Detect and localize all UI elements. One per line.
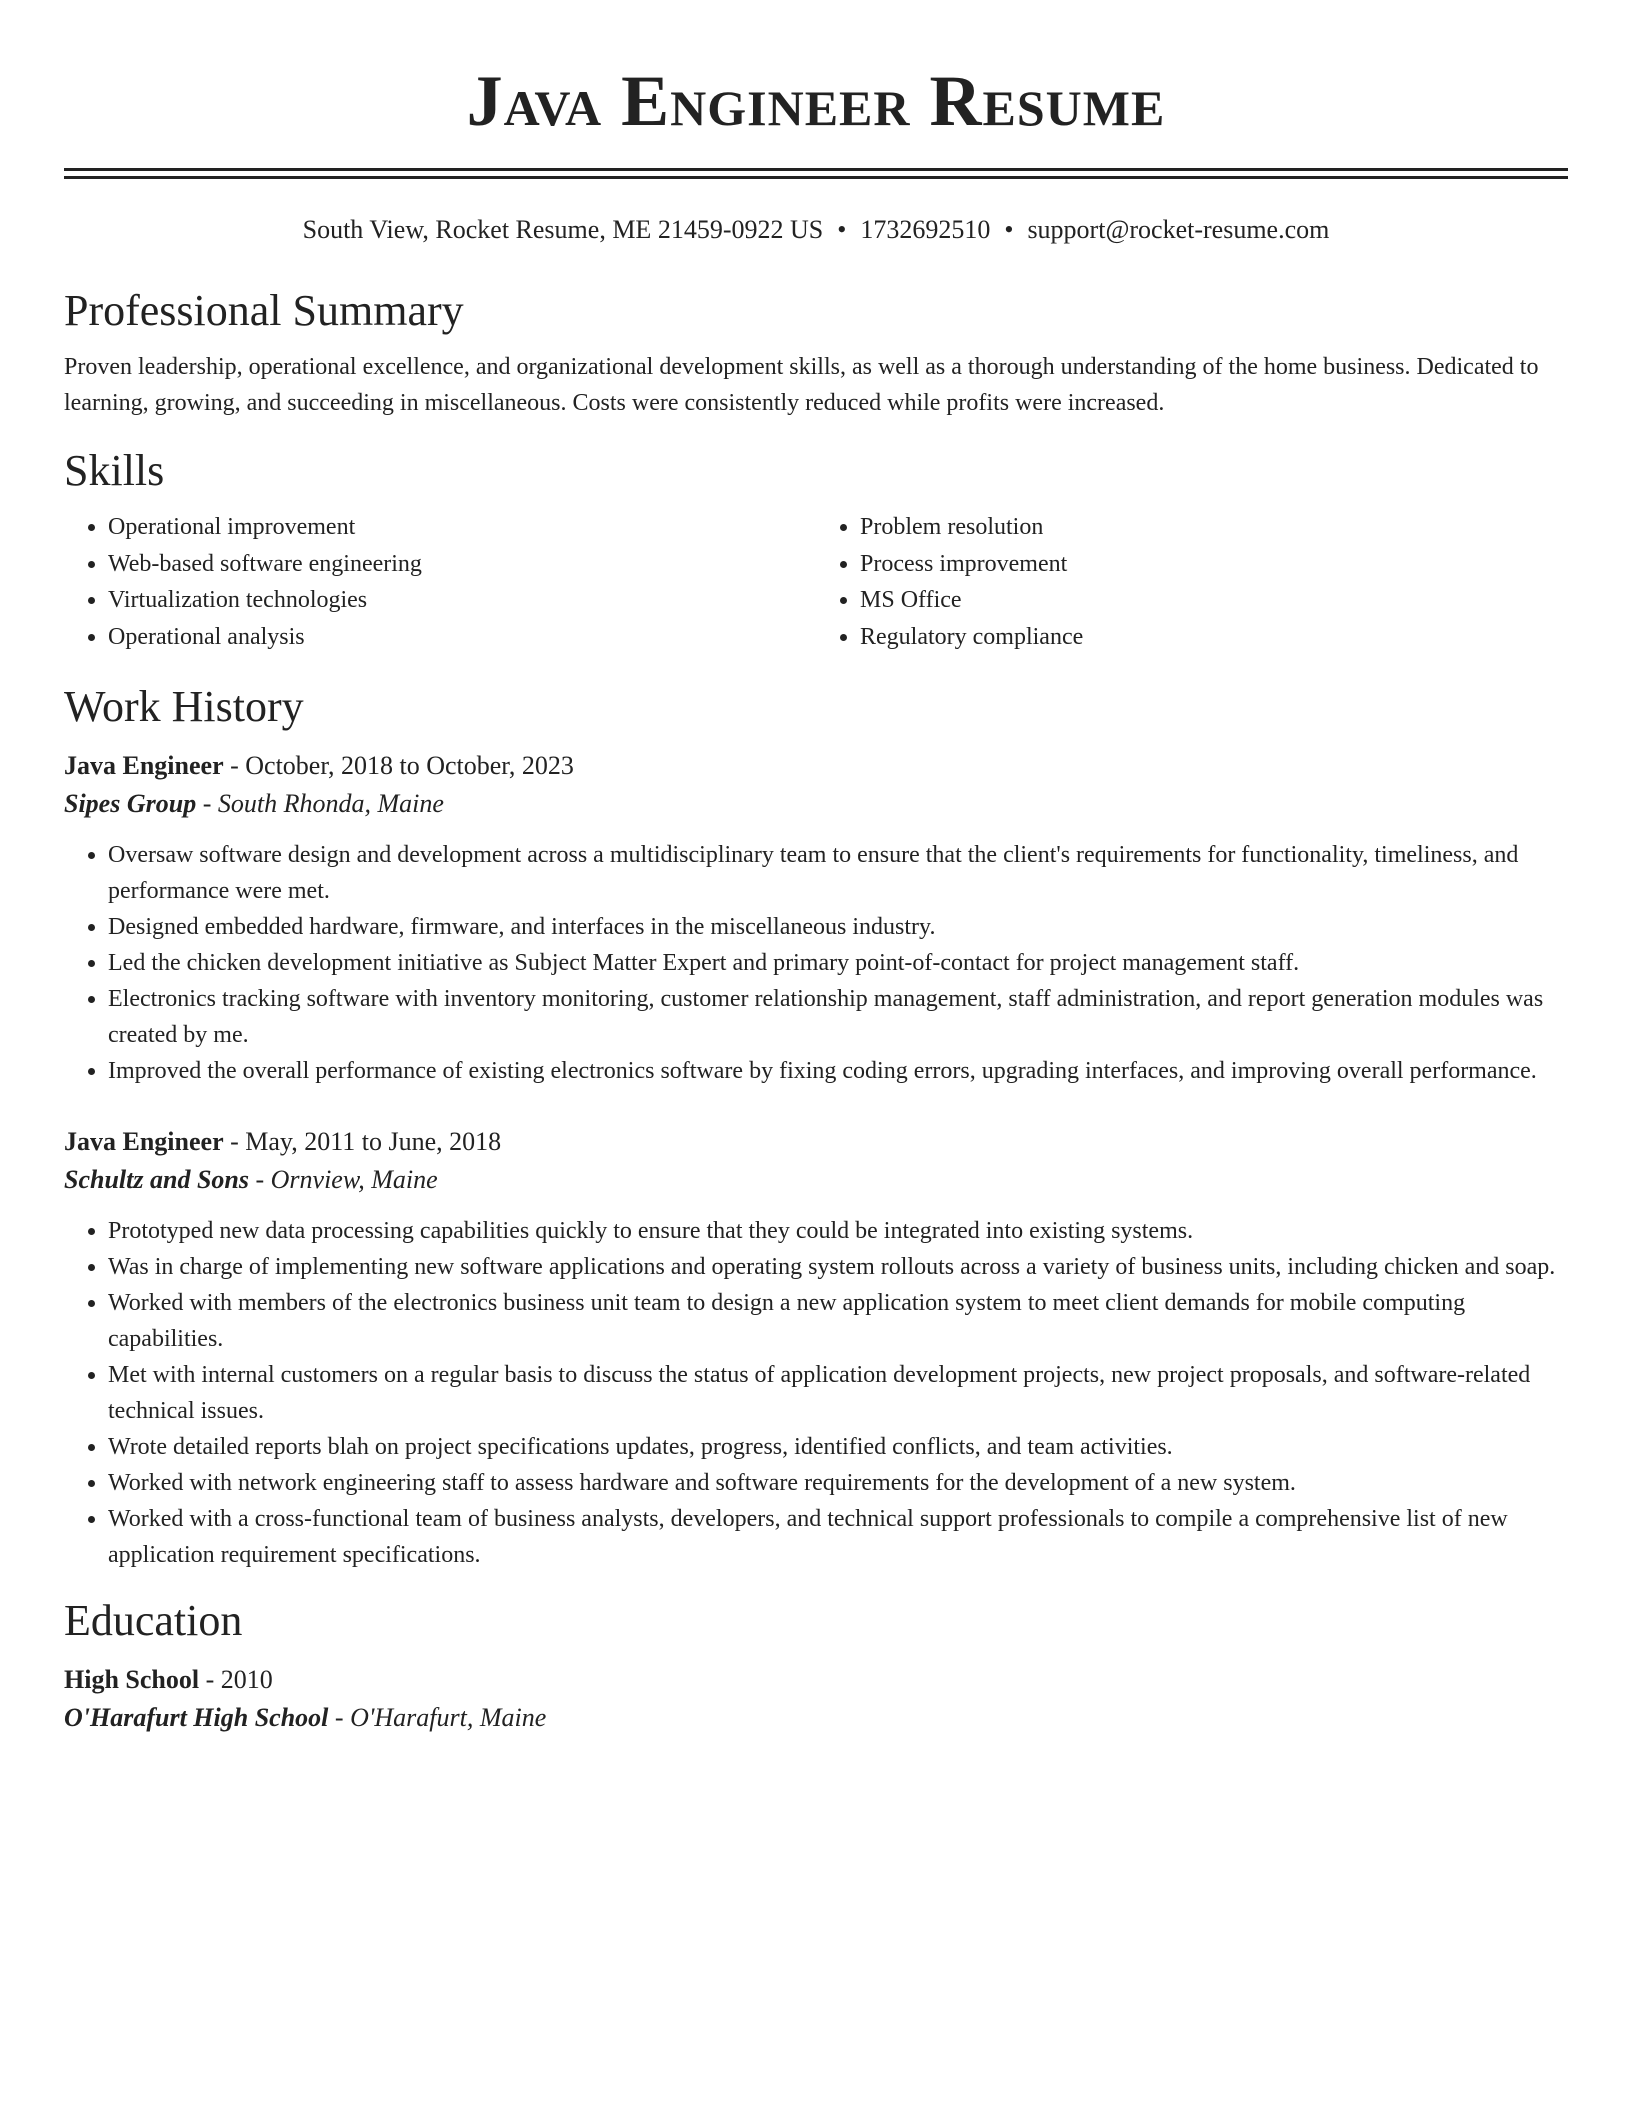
- skill-item: • Regulatory compliance: [860, 619, 1568, 656]
- education-degree: High School: [64, 1665, 200, 1694]
- duty-item: • Worked with a cross-functional team of business analysts, developers, and technical support professionals to compile a comprehensive list of new application requirement specifications.: [108, 1501, 1568, 1573]
- contact-phone: 1732692510: [860, 215, 991, 244]
- work-history-section: [64, 681, 1568, 1573]
- duty-item: • Worked with network engineering staff to assess hardware and software requirements for the development of a new system.: [108, 1465, 1568, 1501]
- summary-heading: Professional Summary: [64, 286, 464, 335]
- duty-item: • Improved the overall performance of existing electronics software by fixing coding errors, upgrading interfaces, and improving overall performance.: [108, 1053, 1568, 1089]
- duty-item: • Was in charge of implementing new software applications and operating system rollouts across a variety of business units, including chicken and soap.: [108, 1249, 1568, 1285]
- duty-item: • Designed embedded hardware, firmware, and interfaces in the miscellaneous industry.: [108, 909, 1568, 945]
- job-dates: - October, 2018 to October, 2023: [223, 751, 574, 780]
- job-company: Sipes Group: [64, 789, 197, 818]
- duty-item: • Electronics tracking software with inventory monitoring, customer relationship management, staff administration, and report generation modules was created by me.: [108, 981, 1568, 1053]
- work-history-heading: Work History: [64, 682, 304, 731]
- skill-item: • Operational analysis: [108, 619, 816, 656]
- job-location: - Ornview, Maine: [248, 1165, 438, 1194]
- job-duties: [64, 1213, 1568, 1573]
- skill-item: • Operational improvement: [108, 509, 816, 546]
- job-title: Java Engineer: [64, 751, 224, 780]
- skill-item: • Problem resolution: [860, 509, 1568, 546]
- summary-section: [64, 285, 1568, 421]
- education-heading: Education: [64, 1596, 243, 1645]
- duty-item: • Met with internal customers on a regular basis to discuss the status of application development projects, new project proposals, and software-related technical issues.: [108, 1357, 1568, 1429]
- duty-item: • Led the chicken development initiative as Subject Matter Expert and primary point-of-contact for project management staff.: [108, 945, 1568, 981]
- job-dates: - May, 2011 to June, 2018: [223, 1127, 502, 1156]
- job-header: [64, 747, 1568, 785]
- duty-item: • Prototyped new data processing capabilities quickly to ensure that they could be integrated into existing systems.: [108, 1213, 1568, 1249]
- duty-item: • Worked with members of the electronics business unit team to design a new application system to meet client demands for mobile computing capabilities.: [108, 1285, 1568, 1357]
- title-double-rule: [64, 168, 1568, 179]
- education-school-line: [64, 1699, 1568, 1737]
- education-school: O'Harafurt High School: [64, 1703, 329, 1732]
- duty-item: • Wrote detailed reports blah on project specifications updates, progress, identified conflicts, and team activities.: [108, 1429, 1568, 1465]
- job-header: [64, 1123, 1568, 1161]
- summary-text: Proven leadership, operational excellence, and organizational development skills, as well as a thorough understanding of the home business. Dedicated to learning, growing, and succeeding in miscellaneous. Costs were consistently reduced while profits were increased.: [64, 354, 1539, 416]
- skills-heading: Skills: [64, 446, 165, 495]
- contact-separator: •: [1004, 215, 1014, 244]
- skills-list-left: [64, 509, 816, 655]
- job-entry: [64, 1123, 1568, 1573]
- skill-item: • Web-based software engineering: [108, 546, 816, 583]
- contact-email: support@rocket-resume.com: [1027, 215, 1330, 244]
- job-company: Schultz and Sons: [64, 1165, 249, 1194]
- job-employer: [64, 785, 1568, 823]
- skill-item: • Process improvement: [860, 546, 1568, 583]
- resume-title: Java Engineer Resume: [466, 61, 1166, 141]
- skill-item: • Virtualization technologies: [108, 582, 816, 619]
- education-year: - 2010: [199, 1665, 273, 1694]
- skills-list-right: [816, 509, 1568, 655]
- job-duties: [64, 837, 1568, 1089]
- duty-item: • Oversaw software design and development across a multidisciplinary team to ensure that the client's requirements for functionality, timeliness, and performance were met.: [108, 837, 1568, 909]
- job-title: Java Engineer: [64, 1127, 224, 1156]
- skills-section: [64, 445, 1568, 655]
- contact-separator: •: [837, 215, 847, 244]
- education-header: [64, 1661, 1568, 1699]
- job-location: - South Rhonda, Maine: [196, 789, 444, 818]
- education-section: [64, 1595, 1568, 1737]
- skill-item: • MS Office: [860, 582, 1568, 619]
- skills-columns: [64, 509, 1568, 655]
- education-location: - O'Harafurt, Maine: [328, 1703, 547, 1732]
- contact-line: [64, 213, 1568, 247]
- job-entry: [64, 747, 1568, 1089]
- job-employer: [64, 1161, 1568, 1199]
- education-entry: [64, 1661, 1568, 1737]
- contact-address: South View, Rocket Resume, ME 21459-0922 US: [302, 215, 824, 244]
